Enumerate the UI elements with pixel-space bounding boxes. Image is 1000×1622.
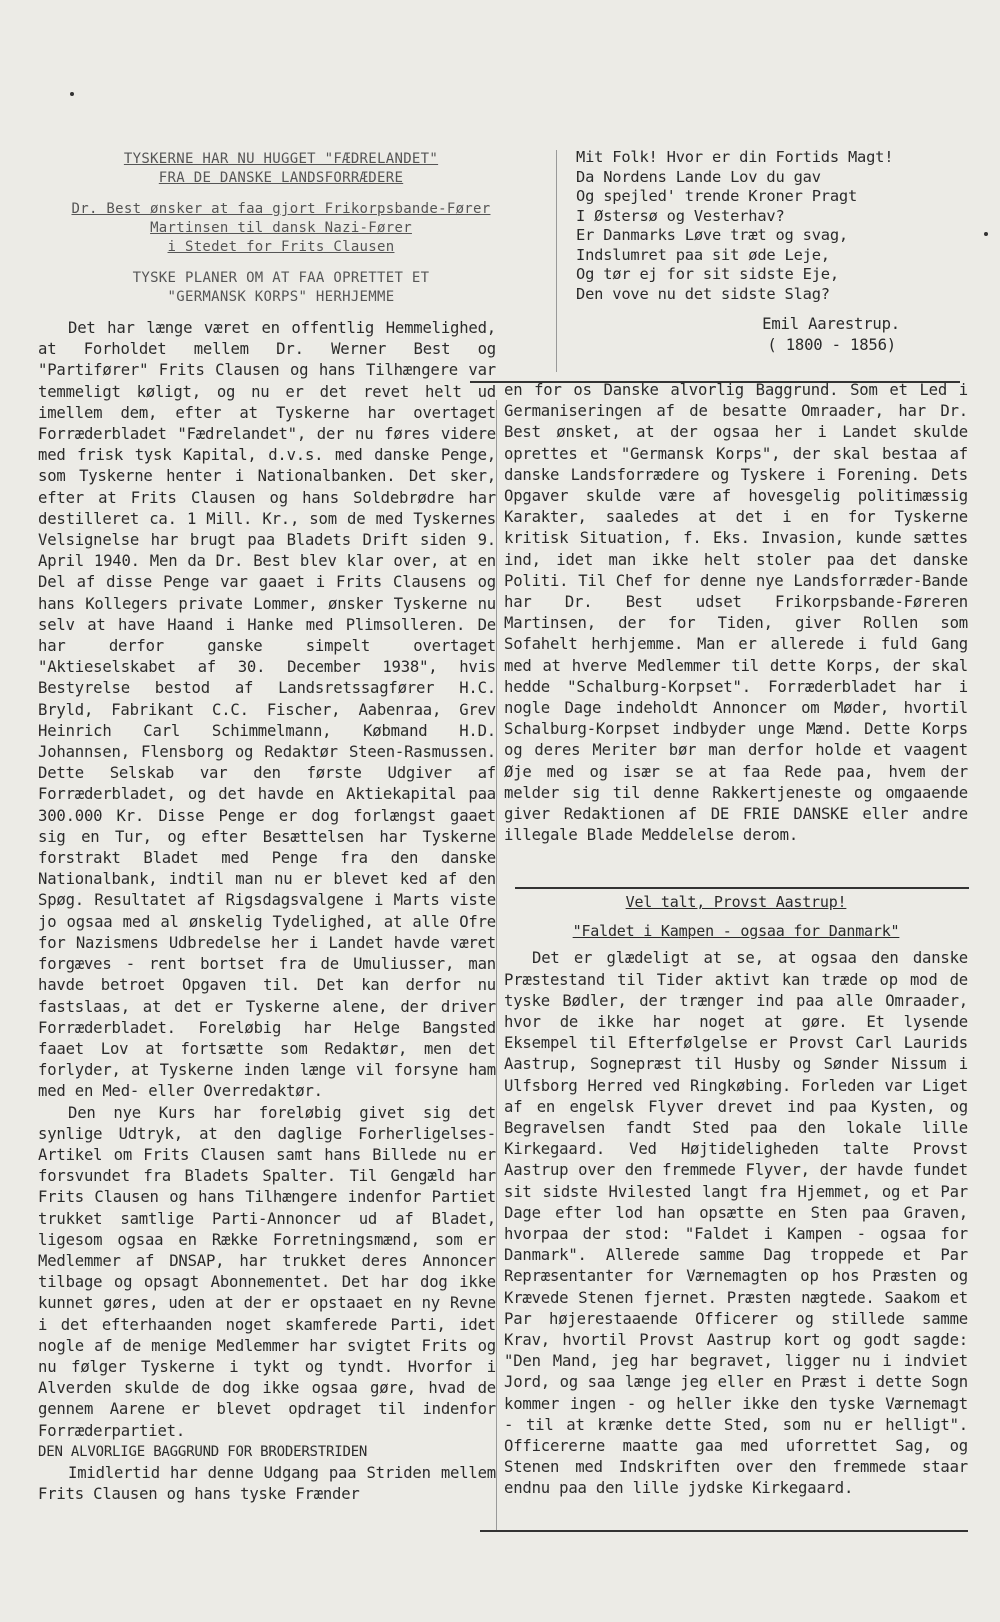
headline-block: [34, 150, 528, 307]
left-subhead-2: DEN ALVORLIGE BAGGRUND FOR BRODERSTRIDEN: [38, 1443, 368, 1460]
poem-author: Emil Aarestrup.: [762, 315, 900, 333]
section-head-line-1: TYSKE PLANER OM AT FAA OPRETTET ET: [132, 270, 430, 286]
article-headline: Vel talt, Provst Aastrup!: [625, 893, 847, 911]
poem-years: ( 1800 - 1856): [767, 336, 896, 355]
poem-line: Mit Folk! Hvor er din Fortids Magt!: [576, 148, 894, 166]
column-divider: [556, 150, 557, 372]
headline-line-1: TYSKERNE HAR NU HUGGET "FÆDRELANDET": [123, 151, 439, 167]
left-paragraph-3: Imidlertid har denne Udgang paa Striden mellem Frits Clausen og hans tyske Frænder: [38, 1463, 496, 1504]
poem-line: Da Nordens Lande Lov du gav: [576, 167, 821, 186]
poem-line: Indslumret paa sit øde Leje,: [576, 245, 830, 264]
subhead-line-3: i Stedet for Frits Clausen: [167, 239, 395, 255]
poem-line: I Østersø og Vesterhav?: [576, 206, 785, 225]
poem-block: [576, 148, 936, 356]
poem-line: Den vove nu det sidste Slag?: [576, 284, 830, 303]
right-paragraph-2: Det er glædeligt at se, at ogsaa den danske Præstestand til Tider aktivt kan træde op mod de tyske Bødler, der trænger ind paa alle Omraader, hvor de ikke har noget at gøre. Et lysende Eksempel til Efterfølgelse er Provst Carl Laurids Aastrup, Sognepræst til Husby og Sønder Nissum i Ulfsborg Herred ved Ringkøbing. Forleden var Liget af en engelsk Flyver drevet ind paa Kysten, og Begravelsen fandt Sted paa den lokale lille Kirkegaard. Ved Højtideligheden talte Provst Aastrup over den fremmede Flyver, der havde fundet sit sidste Hvilested langt fra Hjemmet, og et Par Dage efter lod han opsætte en Sten paa Graven, hvorpaa der stod: "Faldet i Kampen - ogsaa for Danmark". Allerede samme Dag troppede et Par Repræsentanter for Værnemagten op hos Præsten og Krævede Stenen fjernet. Præsten nægtede. Saakom et Par højerestaaende Officerer og stillede samme Krav, hvortil Provst Aastrup kort og godt sagde: "Den Mand, jeg har begravet, ligger nu i indviet Jord, og saa længe jeg eller en Præst i dette Sogn kommer ingen - og heller ikke den tyske Værnemagt - til at krænke dette Sted, som nu er helligt". Officererne maatte gaa med uforrettet Sag, og Stenen med Indskriften over den fremmede staar endnu paa den lille jydske Kirkegaard.: [504, 949, 968, 1498]
poem-line: Og spejled' trende Kroner Pragt: [576, 187, 858, 205]
ink-speck: [70, 92, 74, 96]
column-divider: [496, 400, 497, 1530]
article-subheadline: "Faldet i Kampen - ogsaa for Danmark": [572, 922, 900, 941]
ink-speck: [984, 232, 988, 236]
left-column: [38, 318, 496, 1505]
poem-line: Og tør ej for sit sidste Eje,: [576, 265, 839, 283]
poem-line: Er Danmarks Løve træt og svag,: [576, 226, 848, 244]
right-paragraph-1: en for os Danske alvorlig Baggrund. Som et Led i Germaniseringen af de besatte Omraader, har Dr. Best ønsket, at der ogsaa her i Landet skulde oprettes et "Germansk Korps", der skal bestaa af danske Landsforrædere og Tyskere i Forening. Dets Opgaver skulde være af hovesgelig politimæssig Karakter, saaledes at det i en for Tyskerne kritisk Situation, f. Eks. Invasion, kunde sættes ind, idet man ikke helt stoler paa det danske Politi. Til Chef for denne nye Landsforræder-Bande har Dr. Best udset Frikorpsbande-Føreren Martinsen, der for Tiden, giver Rollen som Sofahelt herhjemme. Man er allerede i fuld Gang med at hverve Medlemmer til dette Korps, der skal hedde "Schalburg-Korpset". Forræderbladet har i nogle Dage indeholdt Annoncer om Møder, hvortil Schalburg-Korpset indbyder unge Mænd. Dette Korps og deres Meriter bør man derfor holde et vaagent Øje med og især se at faa Rede paa, hvem der melder sig til denne Rakkertjeneste og omgaaende giver Redaktionen af DE FRIE DANSKE eller andre illegale Blade Meddelelse derom.: [504, 381, 968, 845]
right-column-section-2: [504, 892, 968, 1500]
section-head-line-2: "GERMANSK KORPS" HERHJEMME: [167, 289, 395, 305]
left-paragraph-1: Det har længe været en offentlig Hemmelighed, at Forholdet mellem Dr. Werner Best og "Partifører" Frits Clausen og hans Tilhængere var temmeligt køligt, og nu er det revet helt ud imellem dem, efter at Tyskerne har overtaget Forræderbladet "Fædrelandet", der nu føres videre med frisk tysk Kapital, d.v.s. med danske Penge, som Tyskerne henter i Nationalbanken. Det sker, efter at Frits Clausen og hans Soldebrødre har destilleret ca. 1 Mill. Kr., som de med Tyskernes Velsignelse har brugt paa Bladets Drift siden 9. April 1940. Men da Dr. Best blev klar over, at en Del af disse Penge var gaaet i Frits Clausens og hans Kollegers private Lommer, ønsker Tyskerne nu selv at have Haand i Hanke med Plimsolleren. De har derfor ganske simpelt overtaget "Aktieselskabet af 30. December 1938", hvis Bestyrelse bestod af Landsretssagfører H.C. Bryld, Fabrikant C.C. Fischer, Aabenraa, Grev Heinrich Carl Schimmelmann, Købmand H.D. Johannsen, Flensborg og Redaktør Steen-Rasmussen. Dette Selskab var den første Udgiver af Forræderbladet, og det havde en Aktiekapital paa 300.000 Kr. Disse Penge er dog forlængst gaaet sig en Tur, og efter Besættelsen har Tyskerne forstrakt Bladet med Penge fra den danske Nationalbank, indtil man nu er blevet ked af den Spøg. Resultatet af Rigsdagsvalgene i Marts viste jo ogsaa med al ønskelig Tydelighed, at alle Ofre for Nazismens Udbredelse her i Landet havde været forgæves - rent bortset fra de Umuliusser, man havde betroet Opgaven til. Det kan derfor nu fastslaas, at det er Tyskerne alene, der driver Forræderbladet. Foreløbig har Helge Bangsted faaet Lov at fortsætte som Redaktør, men det forlyder, at Tyskerne inden længe vil forsyne ham med en Med- eller Overredaktør.: [38, 319, 496, 1101]
right-column: [504, 380, 968, 846]
headline-line-2: FRA DE DANSKE LANDSFORRÆDERE: [158, 170, 404, 186]
subhead-line-1: Dr. Best ønsker at faa gjort Frikorpsbande-Fører: [71, 201, 491, 217]
bottom-rule: [480, 1530, 968, 1532]
section-rule: [515, 887, 969, 889]
subhead-line-2: Martinsen til dansk Nazi-Fører: [150, 220, 412, 236]
left-paragraph-2: Den nye Kurs har foreløbig givet sig det synlige Udtryk, at den daglige Forherligelses-Artikel om Frits Clausen samt hans Billede nu er forsvundet fra Bladets Spalter. Til Gengæld har Frits Clausen og hans Tilhængere indenfor Partiet trukket samtlige Parti-Annoncer ud af Bladet, ligesom ogsaa en Række Forretningsmænd, som er Medlemmer af DNSAP, har trukket deres Annoncer tilbage og opsagt Abonnementet. Det har dog ikke kunnet gøres, uden at der er opstaaet en ny Revne i det efterhaanden noget skamferede Parti, idet nogle af de menige Medlemmer har svigtet Frits og nu følger Tyskerne i tykt og tyndt. Hvorfor i Alverden skulde de dog ikke ogsaa gøre, hvad de gennem Aarene er blevet opdraget til indenfor Forræderpartiet.: [38, 1103, 496, 1440]
